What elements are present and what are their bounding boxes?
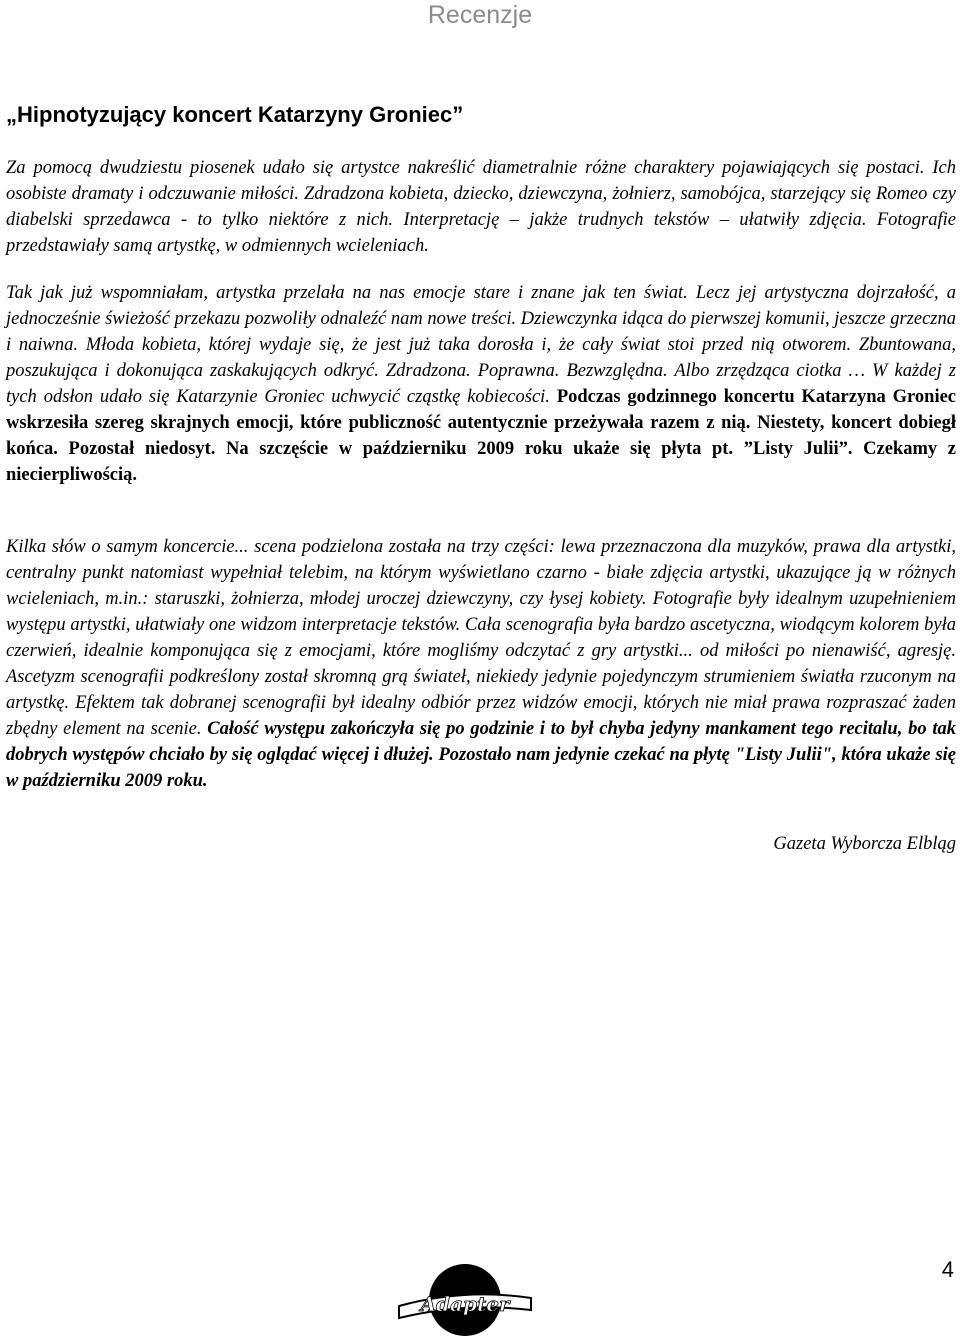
section-header: Recenzje <box>427 1 533 29</box>
paragraph-concert-bold: Całość występu zakończyła się po godzinie i to był chyba jedyny mankament tego recitalu, bo tak dobrych występów chciało by się oglądać więcej i dłużej. Pozostało nam jedynie czekać na płytę "Listy Julii", która ukaże się w październiku 2009 roku. <box>6 719 956 791</box>
logo-text: Adapter <box>420 1292 510 1316</box>
paragraph-review-italic: Tak jak już wspomniałam, artystka przelała na nas emocje stare i znane jak ten świat. Lecz jej artystyczna dojrzałość, a jednocześnie świeżość przekazu pozwoliły odnaleźć nam nowe treści. Dziewczynka idąca do pierwszej komunii, jeszcze grzeczna i naiwna. Młoda kobieta, której wydaje się, że jest już taka dorosła i, że cały świat stoi przed nią otworem. Zbuntowana, poszukująca i dokonująca zaskakujących odkryć. Zdradzona. Poprawna. Bezwzględna. Albo zrzędząca ciotka … W każdej z tych odsłon udało się Katarzynie Groniec uchwycić cząstkę kobiecości. <box>6 283 956 407</box>
paragraph-review-bold: Podczas godzinnego koncertu Katarzyna Groniec wskrzesiła szereg skrajnych emocji, które publiczność autentycznie przeżywała razem z nią. Niestety, koncert dobiegł końca. Pozostał niedosyt. Na szczęście w październiku 2009 roku ukaże się płyta pt. ”Listy Julii”. Czekamy z niecierpliwością. <box>6 387 957 485</box>
article-signature: Gazeta Wyborcza Elbląg <box>773 834 956 854</box>
paragraph-review <box>6 280 956 488</box>
adapter-logo <box>395 1258 535 1342</box>
article-title: „Hipnotyzujący koncert Katarzyny Groniec” <box>6 102 464 127</box>
paragraph-intro: Za pomocą dwudziestu piosenek udało się artystce nakreślić diametralnie różne charaktery pojawiających się postaci. Ich osobiste dramaty i odczuwanie miłości. Zdradzona kobieta, dziecko, dziewczyna, żołnierz, samobójca, starzejący się Romeo czy diabelski sprzedawca - to tylko niektóre z nich. Interpretację – jakże trudnych tekstów – ułatwiły zdjęcia. Fotografie przedstawiały samą artystkę, w odmiennych wcieleniach. <box>6 158 956 256</box>
paragraph-concert <box>6 534 956 794</box>
page-number: 4 <box>941 1257 954 1282</box>
paragraph-concert-italic: Kilka słów o samym koncercie... scena podzielona została na trzy części: lewa przeznaczona dla muzyków, prawa dla artystki, centralny punkt natomiast wypełniał telebim, na którym wyświetlano czarno - białe zdjęcia artystki, ukazujące ją w różnych wcieleniach, m.in.: staruszki, żołnierza, młodej uroczej dziewczyny, czy łysej kobiety. Fotografie były idealnym uzupełnieniem występu artystki, ułatwiały one widzom interpretacje tekstów. Cała scenografia była bardzo ascetyczna, wiodącym kolorem była czerwień, idealnie komponująca się z emocjami, które mogliśmy odczytać z gry artystki... od miłości po nienawiść, agresję. Ascetyzm scenografii podkreślony został skromną grą świateł, niekiedy jedynie pojedynczym strumieniem światła rzuconym na artystkę. Efektem tak dobranej scenografii był idealny odbiór przez widzów emocji, których nie miał prawa rozpraszać żaden zbędny element na scenie. <box>6 537 956 739</box>
